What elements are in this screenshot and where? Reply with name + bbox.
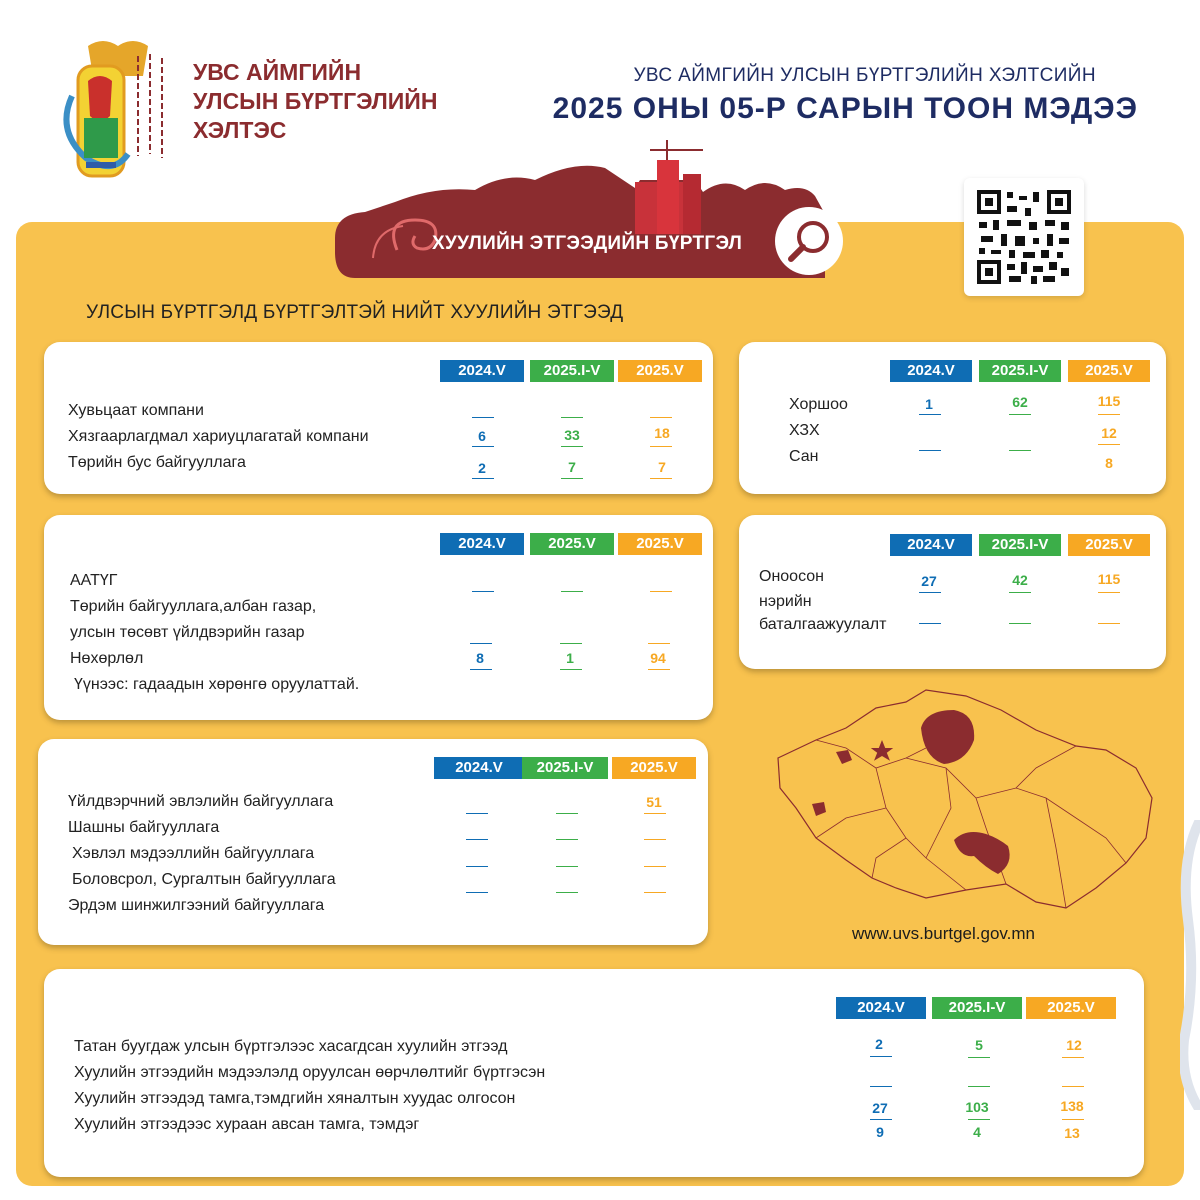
org-name-line-1: УВС АЙМГИЙН [193,59,362,85]
value-2025-v: 8 [1105,455,1113,471]
empty-dash [556,813,578,814]
underline [1062,1057,1084,1058]
underline [472,478,494,479]
card-name-approval [739,515,1166,669]
website-link[interactable]: www.uvs.burtgel.gov.mn [852,924,1035,943]
row-label: Хуулийн этгээдийн мэдээлэлд оруулсан өөрчлөлтийг бүртгэсэн [74,1064,546,1081]
empty-dash [644,866,666,867]
col-header-2025-i-v: 2025.I-V [522,757,608,779]
underline [470,669,492,670]
org-name-line-3: ХЭЛТЭС [193,117,287,143]
empty-dash [472,417,494,418]
empty-dash [644,892,666,893]
row-label: Хуулийн этгээдэд тамга,тэмдгийн хяналтын хуудас олгосон [74,1090,516,1107]
empty-dash [561,417,583,418]
col-header-2024: 2024.V [890,534,972,556]
value-2025-v: 115 [1097,571,1121,587]
value-2025-v: 94 [650,650,666,666]
empty-dash [644,839,666,840]
col-header-2024: 2024.V [434,757,524,779]
value-2025-i-v: 5 [975,1037,983,1053]
value-2024: 2 [478,460,486,476]
empty-dash [561,591,583,592]
col-header-2024: 2024.V [836,997,926,1019]
card-state-organizations [44,515,713,720]
underline [1098,414,1120,415]
empty-dash [870,1086,892,1087]
underline [870,1119,892,1120]
underline [919,414,941,415]
row-label: Хэвлэл мэдээллийн байгууллага [72,845,315,862]
underline [1009,592,1031,593]
col-header-2025-i-v: 2025.I-V [979,534,1061,556]
empty-dash [1009,623,1031,624]
empty-dash [466,866,488,867]
value-2025-i-v: 62 [1012,394,1028,410]
card-cooperatives [739,342,1166,494]
qr-code [964,178,1084,296]
row-label: Боловсрол, Сургалтын байгууллага [72,871,336,888]
row-label: ААТҮГ [70,572,118,589]
underline [1062,1119,1084,1120]
underline [650,446,672,447]
value-2024: 27 [872,1100,888,1116]
row-label: Шашны байгууллага [68,819,220,836]
search-icon [775,207,843,275]
row-label: Хязгаарлагдмал хариуцлагатай компани [68,428,369,445]
underline [470,643,492,644]
empty-dash [466,813,488,814]
value-2025-v: 1 [566,650,574,666]
col-header-2024: 2024.V [890,360,972,382]
value-2024: 6 [478,428,486,444]
card-company-types [44,342,713,494]
org-name-line-2: УЛСЫН БҮРТГЭЛИЙН [193,88,438,114]
row-label: Хоршоо [789,396,848,413]
col-header-2025-v: 2025.V [618,533,702,555]
row-label: Татан буугдаж улсын бүртгэлээс хасагдсан хуулийн этгээд [74,1038,508,1055]
province-map [776,688,1156,918]
qr-code-icon [977,190,1071,284]
header-subtitle: УВС АЙМГИЙН УЛСЫН БҮРТГЭЛИЙН ХЭЛТСИЙН [633,65,1096,86]
row-label: ХЗХ [789,422,820,439]
value-2025-v: 18 [654,425,670,441]
value-2024: 27 [921,573,937,589]
row-label: Эрдэм шинжилгээний байгууллага [68,897,325,914]
empty-dash [466,839,488,840]
empty-dash [1009,450,1031,451]
col-header-2024: 2024.V [440,360,524,382]
row-label: Төрийн байгууллага,албан газар, [70,598,317,615]
underline [919,592,941,593]
org-name [193,58,453,145]
empty-dash [1098,623,1120,624]
empty-dash [556,839,578,840]
empty-dash [650,417,672,418]
row-label: Төрийн бус байгууллага [68,454,246,471]
underline [1098,444,1120,445]
value-2025-v: 115 [1097,393,1121,409]
col-header-2025-v: 2025.V [612,757,696,779]
empty-dash [919,450,941,451]
underline [561,446,583,447]
col-header-2025-i-v: 2025.I-V [979,360,1061,382]
row-label: нэрийн [759,593,812,610]
underline [648,669,670,670]
value-2025-v: 12 [1101,425,1117,441]
value-2025-v: 12 [1066,1037,1082,1053]
empty-dash [1062,1086,1084,1087]
col-header-2025-v: 2025.V [1068,360,1150,382]
underline [644,813,666,814]
underline [1098,592,1120,593]
value-2025-v: 13 [1064,1125,1080,1141]
row-label: Үйлдвэрчний эвлэлийн байгууллага [68,793,334,810]
value-2024: 1 [925,396,933,412]
empty-dash [650,591,672,592]
col-header-2025-v: 2025.V [1026,997,1116,1019]
col-header-2025-v: 2025.V [530,533,614,555]
row-note: Үүнээс: гадаадын хөрөнгө оруулаттай. [74,676,360,693]
value-2024: 8 [476,650,484,666]
underline [968,1119,990,1120]
value-2025-v: 51 [646,794,662,810]
empty-dash [556,866,578,867]
underline [561,478,583,479]
value-2025-i-v: 103 [965,1099,989,1115]
value-2025-v: 7 [658,459,666,475]
empty-dash [556,892,578,893]
row-label: Сан [789,448,819,465]
row-label: Хуулийн этгээдээс хураан авсан тамга, тэмдэг [74,1116,420,1133]
underline [560,669,582,670]
row-label: Нөхөрлөл [70,650,144,667]
col-header-2025-v: 2025.V [618,360,702,382]
panel-subtitle: УЛСЫН БҮРТГЭЛД БҮРТГЭЛТЭЙ НИЙТ ХУУЛИЙН ЭТГЭЭД [86,302,624,323]
value-2024: 2 [875,1036,883,1052]
decorative-swirl [1180,820,1200,1110]
emblem-logo [58,36,178,186]
col-header-2024: 2024.V [440,533,524,555]
row-label: Хувьцаат компани [68,402,204,419]
col-header-2025-i-v: 2025.I-V [932,997,1022,1019]
underline [650,478,672,479]
section-title: ХУУЛИЙН ЭТГЭЭДИЙН БҮРТГЭЛ [432,233,743,254]
underline [560,643,582,644]
empty-dash [919,623,941,624]
value-2025-v: 138 [1060,1098,1084,1114]
value-2025-i-v: 33 [564,427,580,443]
empty-dash [968,1086,990,1087]
row-label: баталгаажуулалт [759,616,887,633]
value-2025-i-v: 4 [973,1124,981,1140]
col-header-2025-i-v: 2025.I-V [530,360,614,382]
card-other-organizations [38,739,708,945]
underline [472,446,494,447]
row-label: улсын төсөвт үйлдвэрийн газар [70,624,305,641]
value-2025-i-v: 7 [568,459,576,475]
value-2025-i-v: 42 [1012,572,1028,588]
underline [870,1056,892,1057]
empty-dash [472,591,494,592]
underline [648,643,670,644]
underline [1009,414,1031,415]
value-2024: 9 [876,1124,884,1140]
search-badge [775,207,843,275]
page-title: 2025 ОНЫ 05-Р САРЫН ТООН МЭДЭЭ [552,92,1138,125]
underline [968,1057,990,1058]
col-header-2025-v: 2025.V [1068,534,1150,556]
row-label: Оноосон [759,568,824,585]
empty-dash [466,892,488,893]
card-registration-activity [44,969,1144,1177]
